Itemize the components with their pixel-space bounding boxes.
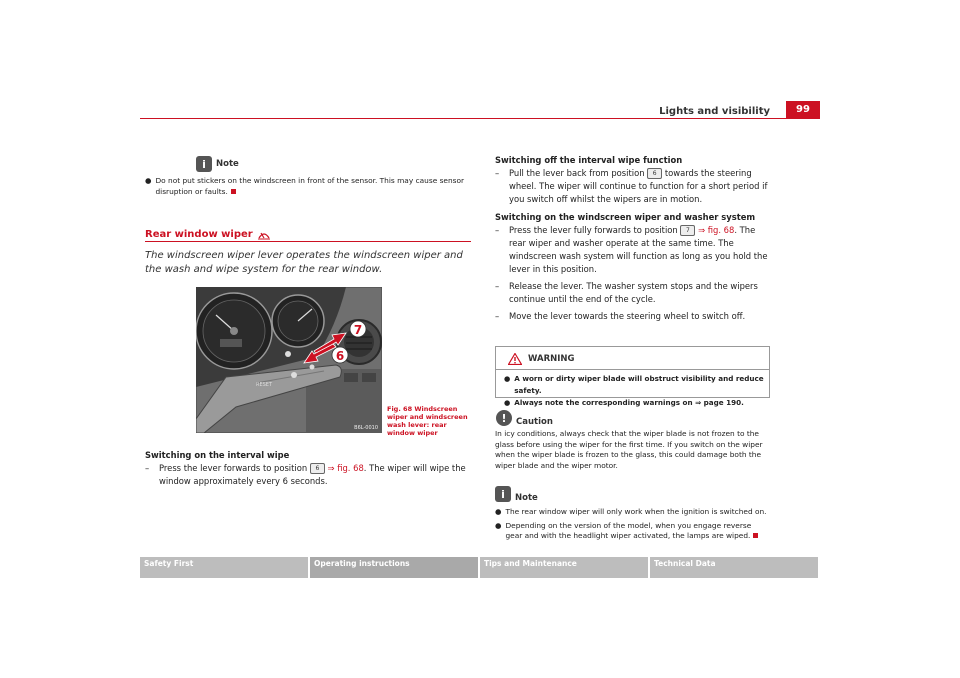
note-icon: i	[495, 486, 511, 502]
header-rule	[140, 118, 820, 119]
section-rule	[145, 241, 471, 242]
end-marker-icon	[753, 533, 758, 538]
warning-triangle-icon	[508, 353, 522, 365]
interval-off-heading: Switching off the interval wipe function	[495, 155, 683, 165]
footer-tab-technical-data[interactable]: Technical Data	[650, 557, 818, 578]
bullet-icon: ●	[495, 507, 502, 516]
note-heading-label: Note	[216, 159, 239, 169]
caution-block	[495, 409, 770, 471]
warning-item-2	[504, 397, 769, 409]
warning-box	[495, 346, 770, 407]
washer-on-step-3: – Move the lever towards the steering wheel to switch off.	[495, 311, 746, 321]
washer-step-1-text: Press the lever fully forwards to position	[509, 225, 678, 235]
note-item	[145, 176, 471, 197]
position-6-badge: 6	[647, 168, 662, 179]
note-heading-label: Note	[515, 493, 538, 503]
caution-text: In icy conditions, always check that the wiper blade is not frozen to the glass before using the wiper for the first time. If you switch on the wiper when the wiper blade is frozen to the glass, this could damage both the wiper blade and the wiper motor.	[495, 429, 763, 470]
note-item-2-text: Depending on the version of the model, when you engage reverse gear and with the headlight wiper activated, the lamps are wiped.	[505, 520, 752, 540]
washer-step-3-text: Move the lever towards the steering wheel to switch off.	[509, 311, 746, 321]
warning-item-1-text: A worn or dirty wiper blade will obstruct visibility and reduce safety.	[514, 374, 764, 395]
interval-on-heading: Switching on the interval wipe	[145, 450, 290, 460]
section-title-label: Rear window wiper	[145, 229, 253, 240]
warning-item-2-text: Always note the corresponding warnings on	[514, 398, 693, 407]
callout-7: 7	[353, 323, 363, 337]
footer-tab-safety-first[interactable]: Safety First	[140, 557, 308, 578]
warning-item-1	[504, 373, 769, 397]
footer-tab-operating-instructions[interactable]: Operating instructions	[310, 557, 478, 578]
bullet-icon: ●	[504, 374, 511, 383]
fig-68-link[interactable]: ⇒ fig. 68	[698, 225, 735, 235]
callout-6: 6	[335, 349, 345, 363]
washer-on-step-1: – Press the lever fully forwards to position 7 ⇒ fig. 68. The rear wiper and washer operate at the same time. The windscreen wash system will function as long as you hold the lever in this position.	[495, 225, 768, 274]
caution-icon: !	[496, 410, 512, 426]
footer-tab-tips-and-maintenance[interactable]: Tips and Maintenance	[480, 557, 648, 578]
interval-on-step: – Press the lever forwards to position 6 ⇒ fig. 68. The wiper will wipe the window approximately every 6 seconds.	[145, 463, 466, 486]
position-6-badge: 6	[310, 463, 325, 474]
page-header-title: Lights and visibility	[659, 106, 770, 117]
note-icon: i	[196, 156, 212, 172]
washer-step-1-text-end: . The rear wiper and washer operate at the same time. The windscreen wash system will function as long as you hold the lever in this position.	[509, 225, 768, 274]
figure-68-illustration	[196, 287, 382, 433]
note-item-1-text: The rear window wiper will only work when the ignition is switched on.	[505, 507, 767, 516]
caution-heading-label: Caution	[516, 417, 553, 427]
interval-off-text: Pull the lever back from position	[509, 168, 645, 178]
note-item-text: Do not put stickers on the windscreen in front of the sensor. This may cause sensor disruption or faults.	[155, 176, 465, 196]
interval-on-block	[145, 450, 471, 488]
warning-item-2-text-end: .	[741, 398, 744, 407]
left-note	[145, 156, 471, 197]
right-note	[495, 485, 770, 542]
washer-on-step-2: – Release the lever. The washer system stops and the wipers continue until the end of the cycle.	[495, 280, 770, 306]
caution-heading	[496, 409, 770, 427]
bullet-icon: ●	[504, 398, 511, 407]
section-title	[145, 229, 271, 240]
note-heading	[495, 485, 770, 503]
interval-off-step: – Pull the lever back from position 6 towards the steering wheel. The wiper will continue to function for a short period if you switch off whilst the wipers are in motion.	[495, 168, 768, 204]
note-item-1	[495, 507, 770, 518]
washer-step-2-text: Release the lever. The washer system stops and the wipers continue until the end of the cycle.	[509, 281, 758, 304]
footer-nav	[140, 557, 820, 578]
interval-on-text: Press the lever forwards to position	[159, 463, 308, 473]
position-7-badge: 7	[680, 225, 695, 236]
bullet-icon: ●	[495, 520, 502, 530]
washer-on-heading: Switching on the windscreen wiper and washer system	[495, 212, 756, 222]
page-number: 99	[786, 101, 820, 119]
interval-off-text-end: towards the steering wheel. The wiper will continue to function for a short period if you switch off whilst the wipers are in motion.	[509, 168, 768, 204]
bullet-icon: ●	[145, 176, 152, 185]
figure-code: B6L-0010	[354, 425, 378, 431]
warning-rule	[496, 369, 769, 370]
section-lead: The windscreen wiper lever operates the windscreen wiper and the wash and wipe system for the rear window.	[145, 250, 463, 275]
note-heading	[196, 156, 471, 172]
stalk-label: RESET	[256, 382, 273, 388]
interval-on-text-end: . The wiper will wipe the window approximately every 6 seconds.	[159, 463, 466, 486]
page-190-link[interactable]: ⇒ page 190	[695, 398, 742, 407]
rear-wiper-icon	[257, 229, 271, 240]
warning-heading	[496, 347, 769, 365]
right-column-top	[495, 155, 770, 323]
end-marker-icon	[231, 189, 236, 194]
note-item-2	[495, 521, 770, 542]
warning-heading-label: WARNING	[528, 354, 575, 364]
fig-68-link[interactable]: ⇒ fig. 68	[327, 463, 364, 473]
figure-caption: Fig. 68 Windscreen wiper and windscreen wash lever: rear window wiper	[387, 405, 468, 437]
